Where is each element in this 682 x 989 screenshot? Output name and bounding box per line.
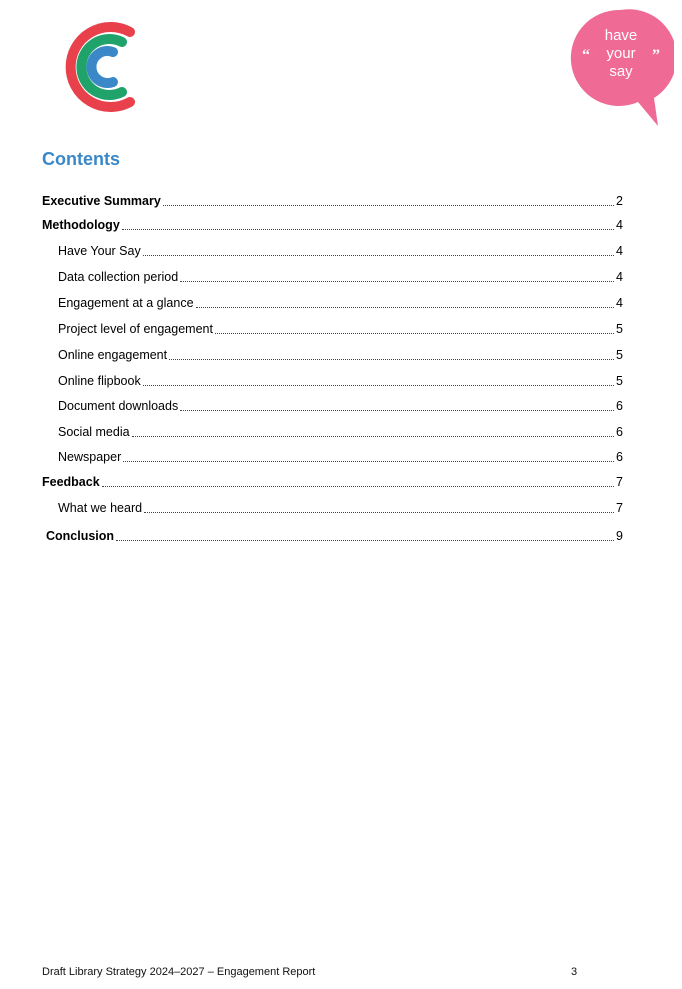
toc-entry-label: Data collection period bbox=[58, 270, 179, 284]
toc-entry-page: 7 bbox=[616, 475, 623, 489]
toc-leader-dots bbox=[144, 500, 614, 513]
toc-leader-dots bbox=[123, 449, 614, 462]
toc-entry-label: Project level of engagement bbox=[58, 322, 213, 336]
toc-leader-dots bbox=[143, 373, 614, 386]
toc-entry[interactable] bbox=[58, 423, 623, 441]
toc-entry-page: 4 bbox=[616, 270, 623, 284]
toc-leader-dots bbox=[215, 321, 614, 334]
footer-document-title: Draft Library Strategy 2024–2027 – Engagement Report bbox=[42, 966, 316, 978]
toc-entry-label: Social media bbox=[58, 425, 130, 439]
toc-entry-label: Methodology bbox=[42, 218, 120, 232]
toc-entry-label: Engagement at a glance bbox=[58, 296, 194, 310]
toc-leader-dots bbox=[163, 193, 614, 206]
toc-title: Contents bbox=[42, 149, 120, 169]
logo-text-say: say bbox=[609, 63, 633, 80]
toc-leader-dots bbox=[132, 424, 614, 437]
council-c-logo-icon bbox=[46, 18, 142, 116]
toc-entry[interactable] bbox=[58, 268, 623, 286]
toc-entry[interactable] bbox=[58, 499, 623, 517]
toc-entry-label: Feedback bbox=[42, 475, 100, 489]
toc-entry-page: 2 bbox=[616, 194, 623, 208]
toc-entry[interactable] bbox=[42, 473, 623, 491]
toc-entry[interactable] bbox=[58, 448, 623, 466]
footer-page-number: 3 bbox=[571, 966, 578, 978]
toc-entry-page: 9 bbox=[616, 529, 623, 543]
toc-entry-page: 4 bbox=[616, 218, 623, 232]
toc-entry[interactable] bbox=[46, 527, 623, 545]
toc-entry[interactable] bbox=[58, 397, 623, 415]
toc-entry-page: 5 bbox=[616, 348, 623, 362]
toc-leader-dots bbox=[196, 295, 615, 308]
toc-entry-label: Newspaper bbox=[58, 450, 122, 464]
toc-entry-page: 6 bbox=[616, 399, 623, 413]
toc-entry[interactable] bbox=[58, 242, 623, 260]
toc-leader-dots bbox=[143, 243, 614, 256]
toc-entry[interactable] bbox=[42, 192, 623, 210]
toc-entry[interactable] bbox=[42, 216, 623, 234]
toc-entry-page: 6 bbox=[616, 450, 623, 464]
toc-entry-page: 6 bbox=[616, 425, 623, 439]
toc-entry-label: Executive Summary bbox=[42, 194, 161, 208]
toc-leader-dots bbox=[180, 398, 614, 411]
toc-entry[interactable] bbox=[58, 372, 623, 390]
toc-entry-label: Online engagement bbox=[58, 348, 168, 362]
toc-entry-label: Document downloads bbox=[58, 399, 179, 413]
toc-entry[interactable] bbox=[58, 346, 623, 364]
toc-entry-label: Conclusion bbox=[46, 529, 115, 543]
toc-entry[interactable] bbox=[58, 294, 623, 312]
toc-entry-page: 4 bbox=[616, 244, 623, 258]
toc-entry-page: 4 bbox=[616, 296, 623, 310]
toc-entry-label: Have Your Say bbox=[58, 244, 141, 258]
toc-entry-page: 5 bbox=[616, 322, 623, 336]
toc-leader-dots bbox=[169, 347, 614, 360]
toc-entry-page: 7 bbox=[616, 501, 623, 515]
logo-text-your: your bbox=[606, 45, 636, 62]
toc-leader-dots bbox=[102, 474, 614, 487]
toc-entry[interactable] bbox=[58, 320, 623, 338]
toc-leader-dots bbox=[116, 528, 614, 541]
toc-entry-label: What we heard bbox=[58, 501, 143, 515]
toc-leader-dots bbox=[122, 217, 614, 230]
close-quote-icon: ” bbox=[652, 47, 660, 64]
toc-entry-label: Online flipbook bbox=[58, 374, 141, 388]
have-your-say-bubble-icon bbox=[568, 6, 674, 130]
toc-leader-dots bbox=[180, 269, 614, 282]
open-quote-icon: “ bbox=[582, 47, 590, 64]
toc-entry-page: 5 bbox=[616, 374, 623, 388]
logo-text-have: have bbox=[604, 27, 638, 44]
